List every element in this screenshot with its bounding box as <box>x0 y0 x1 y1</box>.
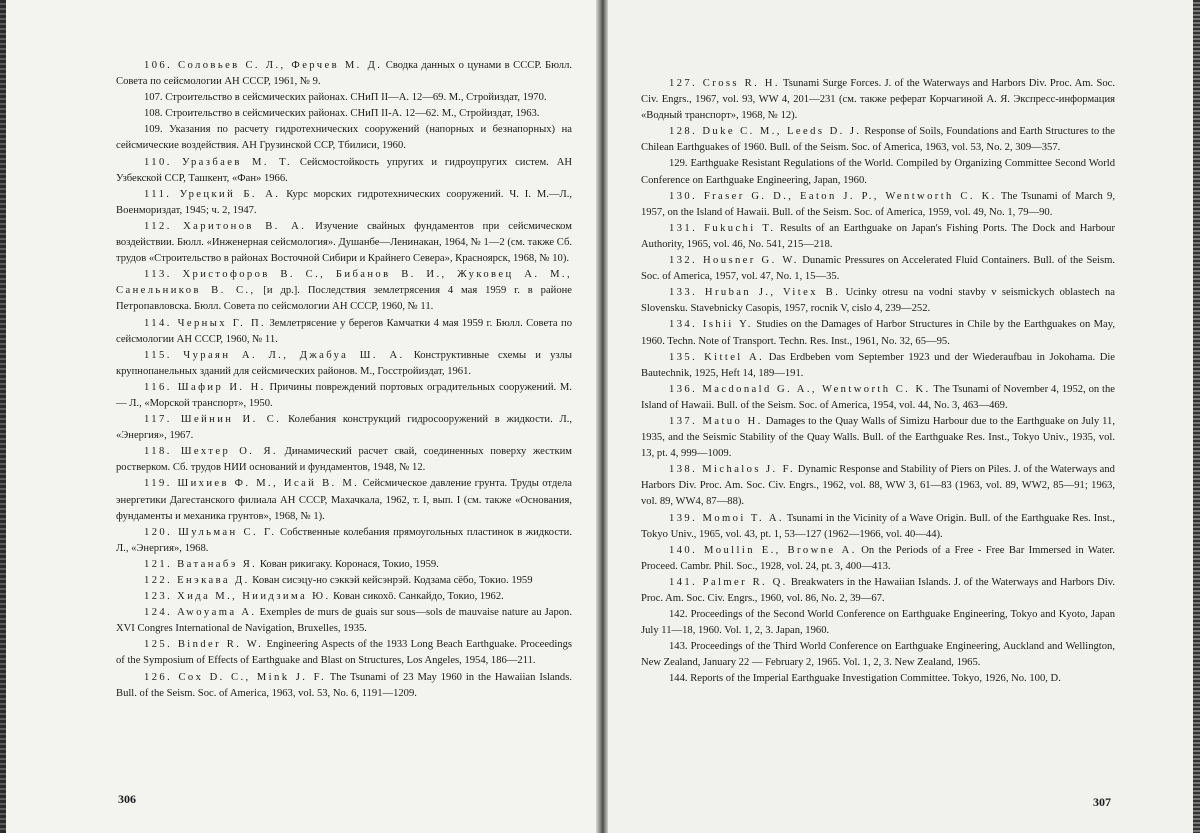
reference-entry <box>116 90 572 106</box>
reference-author: 125. Binder R. W. <box>144 639 264 651</box>
reference-text: Response of Soils, Foundations and Earth Structures to the Chilean Earthguakes of 1960. Bull. of the Seism. Soc. of America, 1963, vol. 53, No. 2, 309—357. <box>641 126 1116 154</box>
reference-author: 113. Христофоров В. С., Бибанов В. И., Жуковец А. М., Санельников В. С., <box>116 269 572 297</box>
reference-text: Сейсмостойкость упругих и гидроупругих систем. АН Узбекской ССР, Ташкент, «Фан» 1966. <box>116 156 572 184</box>
reference-text: Studies on the Damages of Harbor Structures in Chile by the Earthguakes on May, 1960. Techn. Note of Transport. Techn. Res. Inst., 1961, No. 32, 65—95. <box>641 319 1115 347</box>
left-page-edge <box>0 0 6 833</box>
reference-author: 128. Duke C. M., Leeds D. J. <box>669 126 862 138</box>
reference-entry <box>116 476 572 524</box>
reference-text: Причины повреждений портовых оградительных сооружений. М. — Л., «Морской транспорт», 1950. <box>116 381 572 409</box>
reference-entry <box>116 219 572 267</box>
reference-author: 114. Черных Г. П. <box>144 317 267 329</box>
reference-author: 124. Awoyama A. <box>144 607 257 619</box>
reference-entry <box>641 671 1115 687</box>
reference-author: 122. Енэкава Д. <box>144 575 250 586</box>
reference-author: 131. Fukuchi T. <box>669 222 776 234</box>
reference-text: Собственные колебания прямоугольных пластинок в жидкости. Л., «Энергия», 1968. <box>116 526 572 554</box>
reference-author: 126. Cox D. C., Mink J. F. <box>144 671 327 683</box>
reference-entry <box>116 106 572 122</box>
reference-text: 107. Строительство в сейсмических районах. СНиП II—А. 12—69. М., Стройиздат, 1970. <box>144 92 547 104</box>
reference-entry <box>641 462 1115 510</box>
reference-author: 135. Kittel A. <box>669 351 765 363</box>
reference-text: Dunamic Pressures on Accelerated Fluid Containers. Bull. of the Seism. Soc. of America, 1957, vol. 47, No. 1, 15—35. <box>641 255 1115 283</box>
reference-author: 140. Moullin E., Browne A. <box>669 544 857 556</box>
reference-entry <box>116 670 572 702</box>
reference-entry <box>116 637 572 669</box>
reference-entry <box>641 156 1115 188</box>
reference-text: [и др.]. Последствия землетрясения 4 мая 1959 г. в районе Петропавловска. Бюлл. Совета по сейсмологии АН СССР, 1960, № 11. <box>116 285 572 313</box>
reference-entry <box>641 414 1115 462</box>
reference-entry <box>116 605 572 637</box>
reference-author: 132. Housner G. W. <box>669 255 799 267</box>
reference-author: 138. Michalos J. F. <box>669 464 796 476</box>
reference-text: On the Periods of a Free - Free Bar Immersed in Water. Proceed. Cambr. Phil. Soc., 1928, vol. 24, pt. 3, 400—413. <box>641 544 1115 572</box>
reference-entry <box>641 382 1115 414</box>
right-page-number: 307 <box>1093 795 1111 809</box>
reference-entry <box>641 511 1115 543</box>
reference-text: Tsunami in the Vicinity of a Wave Origin. Bull. of the Earthguake Res. Inst., Tokyo Univ., 1965, vol. 43, pt. 1, 53—127 (1962—1966, vol. 40—44). <box>641 512 1115 540</box>
reference-text: The Tsunami of March 9, 1957, on the Island of Hawaii. Bull. of the Seism. Soc. of America, 1959, vol. 49, No. 1, 79—90. <box>641 190 1115 218</box>
reference-text: Землетрясение у берегов Камчатки 4 мая 1959 г. Бюлл. Совета по сейсмологии АН СССР, 1960, № 11. <box>116 317 572 345</box>
reference-entry <box>116 589 572 605</box>
reference-entry <box>116 525 572 557</box>
reference-text: Кован сисэцу-но сэккэй кейсэнрэй. Кодзама сёбо, Токио. 1959 <box>249 575 533 586</box>
reference-text: Tsunami Surge Forces. J. of the Waterways and Harbors Div. Proc. Am. Soc. Civ. Engrs., 1967, vol. 93, WW 4, 201—231 (см. также реферат Корчагиной А. Я. Экспресс-информация «Водный транспорт», 1968, № 12). <box>641 78 1115 122</box>
reference-author: 139. Momoi T. A. <box>669 512 784 524</box>
reference-text: Damages to the Quay Walls of Simizu Harbour due to the Earthguake on July 11, 1935, and the Seismic Stability of the Quay Walls. Bull. of the Earthguake Res. Inst., Tokyo Univ., 1935, vol. 13, pt. 4, 999—1009. <box>641 415 1115 460</box>
reference-author: 110. Уразбаев М. Т. <box>144 156 293 168</box>
reference-entry <box>116 412 572 444</box>
reference-entry <box>116 267 572 315</box>
reference-text: Колебания конструкций гидросооружений в жидкости. Л., «Энергия», 1967. <box>116 414 572 442</box>
reference-entry <box>116 348 572 380</box>
reference-text: Сводка данных о цунами в СССР. Бюлл. Совета по сейсмологии АН СССР, 1961, № 9. <box>116 60 573 88</box>
reference-entry <box>641 575 1115 607</box>
reference-author: 120. Шульман С. Г. <box>144 526 277 538</box>
reference-text: Ucinky otresu na vodni stavby v seismickych oblastech na Slovensku. Stavebnicky Casopis, 1957, rocnik V, cislo 4, 239—252. <box>641 287 1115 315</box>
reference-text: 108. Строительство в сейсмических районах. СНиП II-А. 12—62. М., Стройиздат, 1963. <box>144 108 540 120</box>
reference-author: 112. Харитонов В. А. <box>144 220 307 232</box>
reference-entry <box>641 350 1115 382</box>
reference-author: 111. Урецкий Б. А. <box>144 188 281 200</box>
reference-entry <box>116 557 572 573</box>
reference-entry <box>641 543 1115 575</box>
reference-entry <box>641 189 1115 221</box>
reference-author: 118. Шехтер О. Я. <box>144 446 278 458</box>
reference-text: 109. Указания по расчету гидротехнических сооружений (напорных и безнапорных) на сейсмические воздействия. АН Грузинской ССР, Тбилиси, 1960. <box>116 124 572 152</box>
reference-text: Изучение свайных фундаментов при сейсмическом воздействии. Бюлл. «Инженерная сейсмология». Душанбе—Ленинакан, 1964, № 1—2 (см. также Сб. трудов «Строительство в районах Восточной Сибири и Крайнего Севера», Красноярск, 1968, № 10). <box>116 220 572 265</box>
reference-text: The Tsunami of November 4, 1952, on the Island of Hawaii. Bull. of the Seism. Soc. of America, 1954, vol. 44, No. 3, 463—469. <box>641 383 1115 411</box>
reference-entry <box>116 316 572 348</box>
right-reference-list <box>641 76 1115 688</box>
reference-author: 115. Чураян А. Л., Джабуа Ш. А. <box>144 349 405 361</box>
reference-entry <box>641 607 1115 639</box>
left-page-number: 306 <box>118 792 136 806</box>
reference-text: Динамический расчет свай, соединенных поверху жестким ростверком. Сб. трудов НИИ оснований и фундаментов, 1948, № 12. <box>116 446 572 474</box>
reference-entry <box>116 122 572 154</box>
reference-author: 133. Hruban J., Vitex B. <box>669 287 841 299</box>
reference-text: Курс морских гидротехнических сооружений. Ч. I. М.—Л., Военмориздат, 1945; ч. 2, 1947. <box>116 188 573 216</box>
reference-entry <box>116 444 572 476</box>
left-reference-list <box>116 58 572 702</box>
book-gutter <box>596 0 608 833</box>
reference-entry <box>116 58 572 90</box>
reference-text: The Tsunami of 23 May 1960 in the Hawaiian Islands. Bull. of the Seism. Soc. of America, 1963, vol. 53, No. 6, 1191—1209. <box>116 671 572 699</box>
reference-text: Кован рикигаку. Коронася, Токио, 1959. <box>257 558 439 570</box>
reference-text: Das Erdbeben vom September 1923 und der Wiederaufbau in Jokohama. Die Bautechnik, 1925, Heft 14, 189—191. <box>641 351 1115 379</box>
reference-text: 129. Earthguake Resistant Regulations of the World. Compiled by Organizing Committee Second World Conference on Earthguake Engineering, Japan, 1960. <box>641 158 1115 186</box>
reference-author: 141. Palmer R. Q. <box>669 576 788 588</box>
reference-text: 142. Proceedings of the Second World Conference on Earthguake Engineering, Tokyo and Kyoto, Japan July 11—18, 1960. Vol. 1, 2, 3. Japan, 1960. <box>641 609 1115 637</box>
reference-entry <box>116 155 572 187</box>
reference-author: 106. Соловьев С. Л., Ферчев М. Д. <box>144 60 383 71</box>
reference-author: 119. Шихиев Ф. М., Исай В. М. <box>144 478 360 490</box>
reference-author: 127. Cross R. H. <box>669 78 780 89</box>
reference-text: Конструктивные схемы и узлы крупнопанельных зданий для сейсмических районов. М., Госстройиздат, 1961. <box>116 349 572 377</box>
reference-text: 144. Reports of the Imperial Earthguake Investigation Committee. Tokyo, 1926, No. 100, D. <box>669 673 1061 685</box>
reference-text: Кован сикохō. Санкайдо, Токио, 1962. <box>330 591 504 603</box>
reference-author: 134. Ishii Y. <box>669 319 753 331</box>
reference-entry <box>641 124 1115 156</box>
reference-entry <box>641 317 1115 349</box>
reference-text: Results of an Earthguake on Japan's Fishing Ports. The Dock and Harbour Authority, 1965, vol. 46, No. 541, 215—218. <box>641 222 1115 250</box>
reference-author: 130. Fraser G. D., Eaton J. P., Wentworth C. K. <box>669 190 997 202</box>
reference-author: 121. Ватанабэ Я. <box>144 558 258 570</box>
reference-text: Exemples de murs de guais sur sous—sols de mauvaise nature au Japon. XVI Congres International de Navigation, Bruxelles, 1935. <box>116 607 572 635</box>
reference-text: 143. Proceedings of the Third World Conference on Earthguake Engineering, Auckland and Wellington, New Zealand, January 22 — February 2, 1965. Vol. 1, 2, 3. New Zealand, 1965. <box>641 641 1115 669</box>
reference-text: Breakwaters in the Hawaiian Islands. J. of the Waterways and Harbors Div. Proc. Am. Soc. Civ. Engrs., 1960, vol. 86, No. 2, 39—67. <box>641 576 1115 604</box>
right-page-edge <box>1193 0 1200 833</box>
reference-text: Engineering Aspects of the 1933 Long Beach Earthguake. Proceedings of the Symposium of Effects of Earthguake and Blast on Structures, Los Angeles, 1954, 186—211. <box>116 639 572 667</box>
reference-entry <box>116 573 572 589</box>
reference-entry <box>641 253 1115 285</box>
reference-entry <box>116 380 572 412</box>
reference-author: 137. Matuo H. <box>669 415 763 427</box>
reference-entry <box>641 221 1115 253</box>
reference-author: 117. Шейнин И. С. <box>144 414 282 426</box>
reference-text: Dynamic Response and Stability of Piers on Piles. J. of the Waterways and Harbors Div. Proc. Am. Soc. Civ. Engrs., 1962, vol. 88, WW 3, 61—83 (1963, vol. 89, WW2, 85—91; 1963, vol. 89, WW4, 87—88). <box>641 464 1115 508</box>
reference-entry <box>116 187 572 219</box>
reference-author: 116. Шафир И. Н. <box>144 381 266 393</box>
reference-text: Сейсмическое давление грунта. Труды отдела энергетики Дагестанского филиала АН СССР, Махачкала, 1962, т. I, вып. I (см. также «Основания, фундаменты и механика грунтов», 1968, № 1). <box>116 478 572 522</box>
reference-entry <box>641 285 1115 317</box>
reference-entry <box>641 76 1115 124</box>
reference-author: 123. Хида М., Ниидзима Ю. <box>144 591 331 603</box>
reference-author: 136. Macdonald G. A., Wentworth C. K. <box>669 383 931 395</box>
reference-entry <box>641 639 1115 671</box>
